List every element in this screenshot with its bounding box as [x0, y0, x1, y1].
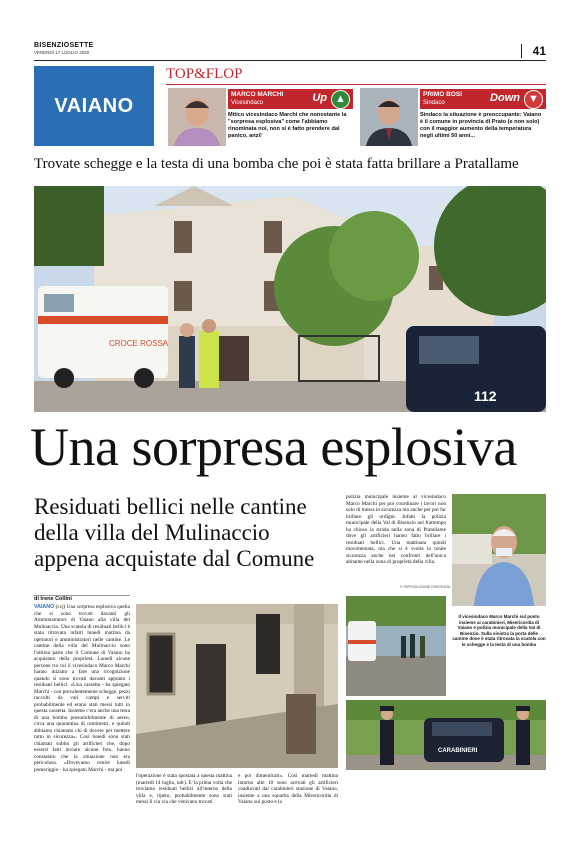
top-portrait-illustration	[168, 88, 226, 146]
flop-name-bar	[420, 89, 546, 109]
issue-date: VENERDÌ 17 LUGLIO 2020	[34, 50, 90, 55]
ambulance-photo-illustration	[346, 596, 446, 696]
car-number: 112	[474, 388, 497, 404]
page-number: 41	[532, 44, 546, 58]
top-flop-title-flop: FLOP	[205, 66, 243, 82]
top-portrait-photo	[168, 88, 226, 146]
publication-name: BISENZIOSETTE	[34, 42, 94, 49]
carabinieri-label: CARABINIERI	[438, 748, 478, 754]
marchi-photo	[452, 494, 546, 606]
page-number-divider	[521, 44, 522, 58]
top-name-bar	[228, 89, 353, 109]
carabinieri-photo-illustration	[346, 700, 546, 770]
flop-verdict: Down	[490, 92, 520, 104]
top-flop-rule	[166, 84, 546, 85]
lead-word: VAIANO	[34, 604, 55, 610]
article-headline: Una sorpresa esplosiva	[30, 417, 517, 477]
arrow-down-icon: ▼	[524, 90, 543, 109]
flop-person-role: Sindaco	[423, 100, 445, 106]
ambulance-label: CROCE ROSSA	[109, 339, 169, 348]
photo-caption: Il vicesindaco Marco Marchi sul posto insieme ai carabinieri, Misericordia di Vaiano e polizia municipale della Val di Bisenzio. Sulla sinistra la porta delle cantine dove è stata ritrovata la scatola con le schegge e la testa di una bomba	[452, 614, 546, 647]
article-kicker: Trovate schegge e la testa di una bomba che poi è stata fatta brillare a Pratallame	[34, 156, 519, 172]
top-flop-title	[166, 66, 242, 83]
article-column-3: e poi dimenticati». Così martedì mattina intorno alle 10 sono arrivati gli artificieri coadiuvati dai carabinieri stazione di Vaiano, insieme a una squadra della Misericordia di Vaiano sul posto e la	[238, 773, 338, 805]
flop-portrait-illustration	[360, 88, 418, 146]
top-verdict: Up	[312, 92, 327, 104]
carabinieri-photo	[346, 700, 546, 770]
main-photo-illustration	[34, 186, 546, 412]
top-person-role: Vicesindaco	[231, 100, 264, 106]
article-subhead: Residuati bellici nelle cantine della villa del Mulinaccio appena acquistate dal Comune	[34, 494, 315, 571]
flop-comment: Sindaco la situazione è preoccupante: Vaiano è il comune in provincia di Prato (e non solo) con il maggior aumento della temperatura negli ultimi 50 anni...	[420, 112, 542, 139]
main-photo	[34, 186, 546, 412]
cellar-door-photo	[136, 604, 338, 768]
section-label: VAIANO	[34, 66, 154, 146]
arrow-up-icon: ▲	[331, 90, 350, 109]
masthead-rule	[34, 60, 546, 61]
ambulance-photo	[346, 596, 446, 696]
article-column-2: l'operazione è stata spostata a questa mattina (martedì 14 luglio, ndr). E' la prima volta che troviamo residuati bellici all'interno della villa e, ripeto, probabilmente sono stati messi lì via via che venivano trovati	[136, 773, 232, 805]
flop-portrait-photo	[360, 88, 418, 146]
cellar-door-illustration	[136, 604, 338, 768]
top-flop-title-amp: &	[194, 66, 206, 82]
top-comment: Mitico vicesindaco Marchi che nonostante la "sorpresa esplosiva" come l'abbiamo rinominata noi, non si è fatto prendere dal panico, anzi!	[228, 112, 347, 139]
marchi-photo-illustration	[452, 494, 546, 606]
byline: di Irene Collini	[34, 596, 72, 602]
article-column-1-text: (ccj) Una sorpresa esplosiva quella che si sono trovati davanti gli Amministratori di Vaiano alla villa del Mulinaccio. Una scatola di residuati bellici è stata ritrovata infatti lunedì mattina da operatori e amministratori nelle cantine. Le cantine della villa del Mulinaccio sono l'ultima parte che il Comune di Vaiano ha acquistato della proprietà. Lunedì alcune persone tra cui il vicesindaco Marco Marchi hanno iniziato a fare una ricognizione quando si sono trovati davanti appunto i residuati bellici. «Una cassetta - ha spiegato Marchi - con prevalentemente schegge, pezzi raccolti da vari campi e serviti probabilmente ed erano stati messi tutti in questa cassetta. Insieme c'era anche una testa di una bomba presumibilmente di aereo, circa una quarantina di centimetri, e quindi abbiamo chiamato chi di dovere per mettere tutto in sicurezza». Così lunedì sono stati chiamati subito gli artificieri che, dopo essersi fatti inviare alcune foto, hanno constatato che la situazione non era pericolosa. «Dovevamo venire lunedì pomeriggio - ha spiegato Marchi - ma poi	[34, 604, 130, 773]
article-column-4: polizia municipale insieme al vicesindaco Marco Marchi per poi coordinare i lavori non solo di messa in sicurezza ma anche per poi far brillare gli ordigni. Infatti la polizia municipale della Val di Bisenzio nel frattempo ha chiuso la strada nella zona di Pratallame dove gli artificieri hanno fatto brillare i residuati bellici. Una mattinata quindi movimentata, ma che si è svolta in totale sicurezza anche nei confronti dell'unica abitante nella zona di proprietà della villa.	[346, 494, 446, 565]
masthead	[34, 42, 94, 55]
flop-person-name: PRIMO BOSI	[423, 91, 463, 98]
top-person-name: MARCO MARCHI	[231, 91, 284, 98]
top-flop-title-top: TOP	[166, 66, 195, 82]
column-credit: © RIPRODUZIONE RISERVATA	[400, 585, 451, 589]
article-column-1	[34, 604, 130, 773]
